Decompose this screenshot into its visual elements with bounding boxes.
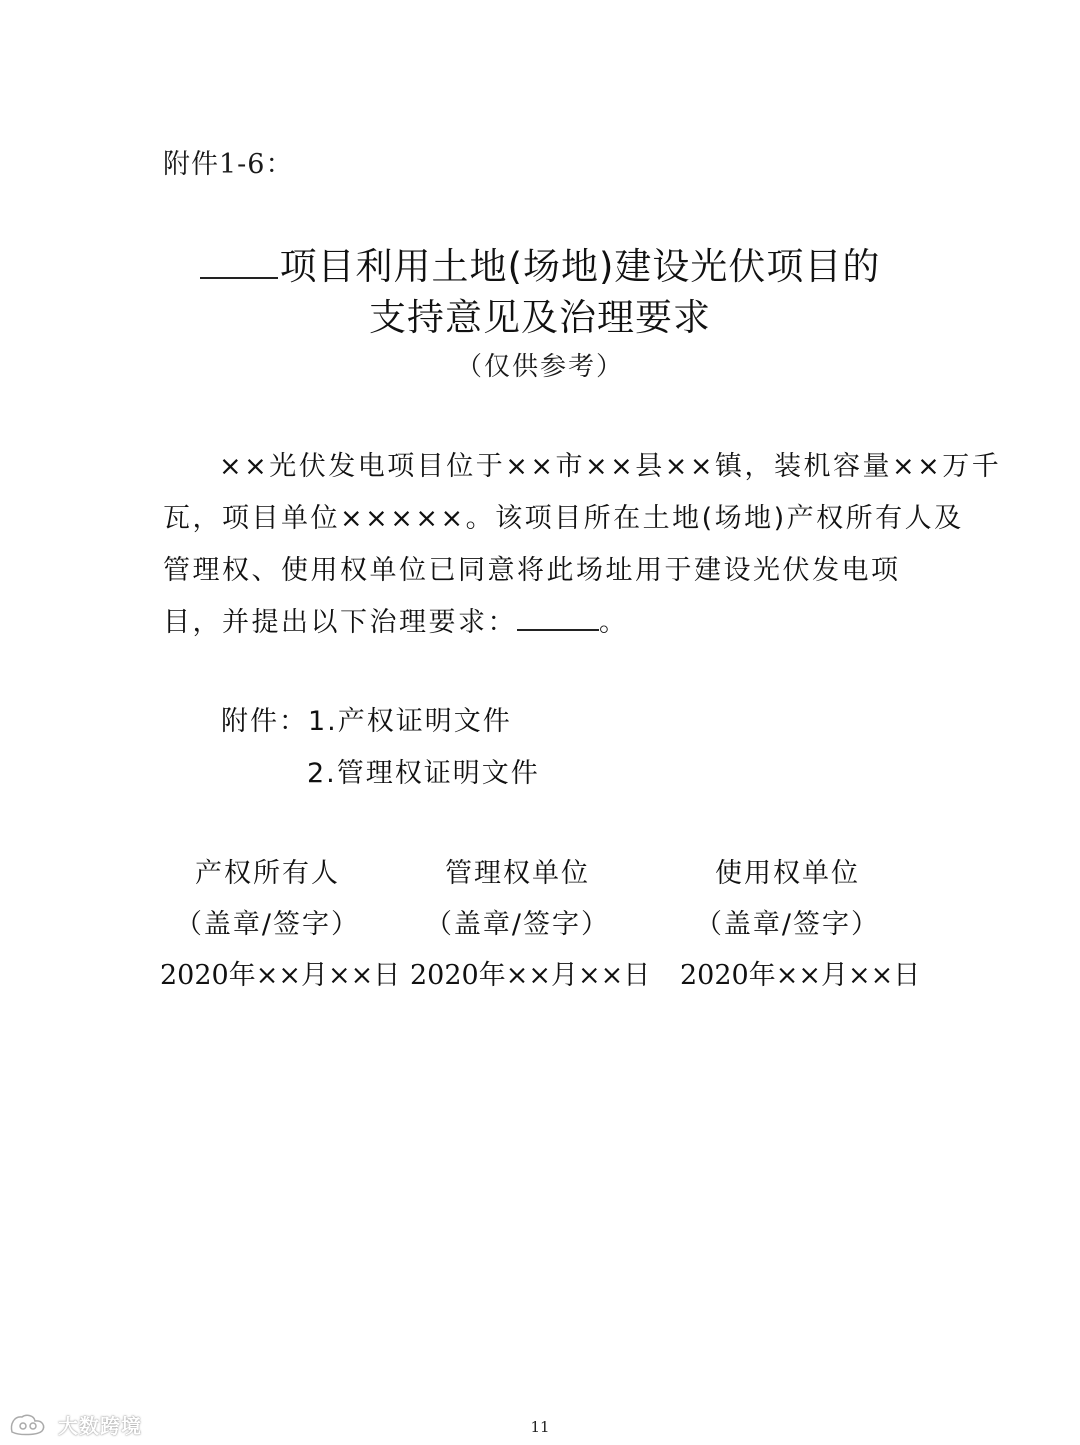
- page-number: 11: [530, 1418, 550, 1436]
- watermark-logo-icon: [8, 1412, 52, 1438]
- attachment-item-2: 2.管理权证明文件: [307, 758, 540, 789]
- title-line-1-text: 项目利用土地(场地)建设光伏项目的: [279, 245, 881, 288]
- signature-block-owner: [160, 848, 401, 1001]
- paragraph-line: 管理权、使用权单位已同意将此场址用于建设光伏发电项: [163, 555, 901, 586]
- paragraph-line: ××光伏发电项目位于××市××县××镇，装机容量××万千: [219, 451, 1002, 482]
- body-paragraph: [163, 441, 1002, 649]
- signature-date: 2020年××月××日: [410, 960, 651, 991]
- signature-date: 2020年××月××日: [160, 960, 401, 991]
- attachment-item-1: 附件：1.产权证明文件: [221, 706, 512, 737]
- watermark: [8, 1410, 142, 1439]
- signature-note: （盖章/签字）: [694, 909, 881, 940]
- signature-party: 使用权单位: [715, 858, 860, 889]
- title-line-1: [0, 236, 1080, 290]
- paragraph-end-mark: 。: [599, 607, 629, 638]
- attachment-label: 附件1-6：: [163, 149, 294, 180]
- subtitle: （仅供参考）: [455, 352, 624, 382]
- title-line-2: 支持意见及治理要求: [369, 296, 711, 339]
- paragraph-line-last: [163, 597, 923, 649]
- watermark-text: 大数跨境: [58, 1414, 142, 1438]
- signature-party: 产权所有人: [195, 858, 340, 889]
- requirements-blank: [517, 607, 599, 631]
- signature-block-management: [410, 848, 651, 1001]
- attachments-list: [221, 696, 540, 800]
- signature-note: （盖章/签字）: [424, 909, 611, 940]
- paragraph-line: 瓦，项目单位×××××。该项目所在土地(场地)产权所有人及: [163, 503, 964, 534]
- title-blank: [200, 249, 278, 279]
- signature-date: 2020年××月××日: [680, 960, 921, 991]
- signature-block-usage: [680, 848, 921, 1001]
- paragraph-line-text: 目，并提出以下治理要求：: [163, 607, 517, 638]
- signature-note: （盖章/签字）: [174, 909, 361, 940]
- signature-party: 管理权单位: [445, 858, 590, 889]
